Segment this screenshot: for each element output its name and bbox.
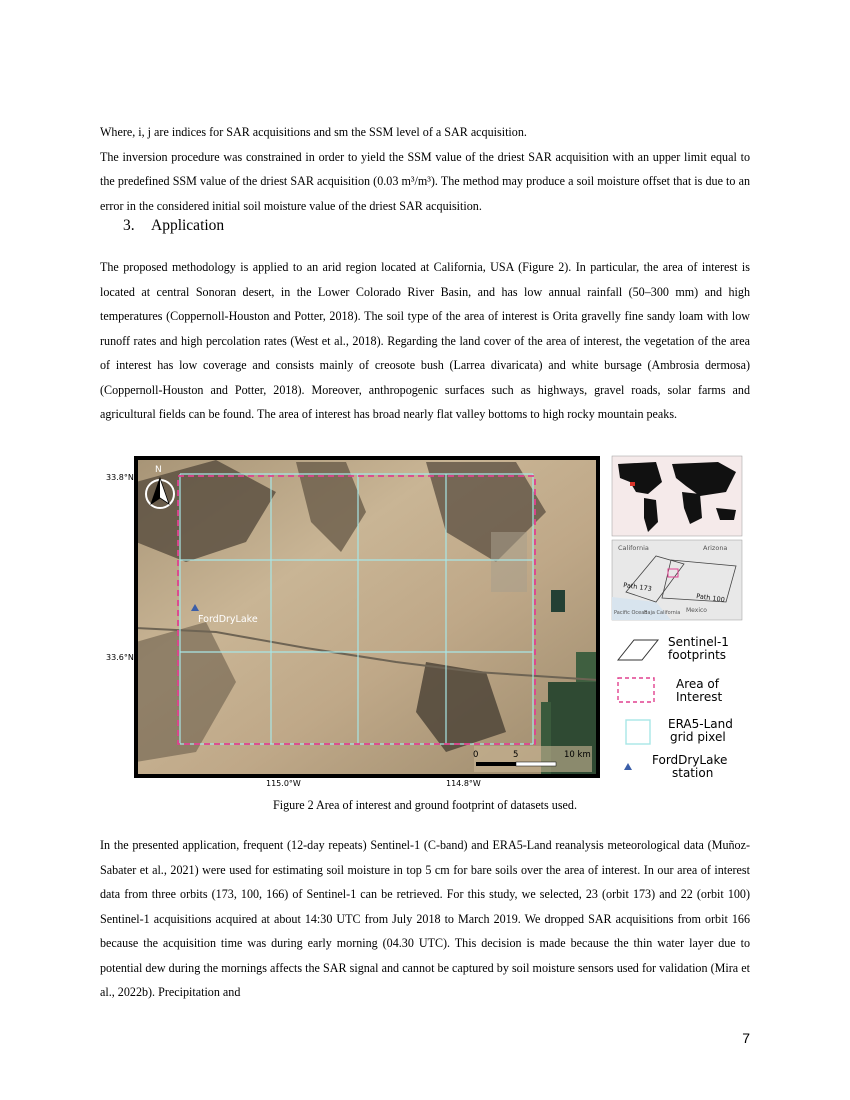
legend-symbol-aoi <box>618 678 654 702</box>
lon-label-left: 115.0°W <box>266 779 301 788</box>
scale-label-0: 0 <box>473 750 479 760</box>
legend-label-era5-1: ERA5-Land <box>668 717 733 731</box>
paragraph-data: In the presented application, frequent (12-day repeats) Sentinel-1 (C-band) and ERA5-Land reanalysis meteorological data (Muñoz-Sabater et al., 2021) were used for estimating soil moisture in top 5 cm for bare soils over the area of interest. In our area of interest data from three orbits (173, 100, 166) of Sentinel-1 can be retrieved. For this study, we selected, 23 (orbit 173) and 22 (orbit 100) Sentinel-1 acquisitions acquired at about 14:30 UTC from July 2018 to March 2019. We dropped SAR acquisitions from orbit 166 because the acquisition time was during early morning (04.30 UTC). This decision is made because the thin water layer due to potential dew during the mornings affects the SAR signal and cannot be captured by soil moisture sensors used for validation (Mira et al., 2022b). Precipitation and <box>100 838 750 999</box>
figure-2 <box>96 452 756 792</box>
world-inset-marker <box>630 482 635 486</box>
legend-symbol-era5 <box>626 720 650 744</box>
north-label: N <box>155 465 162 475</box>
inset-label-pacific: Pacific Ocean <box>614 610 648 616</box>
section-number: 3. <box>123 217 135 234</box>
legend <box>618 635 733 780</box>
scale-label-5: 5 <box>513 750 519 760</box>
page-number: 7 <box>742 1030 750 1046</box>
figure-map <box>96 452 756 792</box>
legend-label-era5-2: grid pixel <box>670 730 726 744</box>
legend-symbol-station <box>624 763 632 770</box>
scale-label-10: 10 km <box>564 750 591 760</box>
paragraph-application: The proposed methodology is applied to an arid region located at California, USA (Figure 2). In particular, the area of interest is located at central Sonoran desert, in the Lower Colorado River Basin, and has low annual rainfall (50–300 mm) and high temperatures (Coppernoll-Houston and Potter, 2018). The soil type of the area of interest is Orita gravelly fine sandy loam with low runoff rates and high percolation rates (West et al., 2018). Regarding the land cover of the area of interest, the vegetation of the area of interest has low coverage and consists mainly of creosote bush (Larrea divaricata) and white bursage (Ambrosia dermosa) (Coppernoll-Houston and Potter, 2018). Moreover, anthropogenic surfaces such as highways, gravel roads, solar farms and agricultural fields can be found. The area of interest has broad nearly flat valley bottoms to high rocky mountain peaks. <box>100 260 750 421</box>
section-heading <box>123 217 224 235</box>
regional-inset <box>612 540 742 620</box>
inset-label-path-100: Path 100 <box>695 592 726 604</box>
legend-label-aoi-2: Interest <box>676 690 723 704</box>
legend-label-aoi-1: Area of <box>676 677 719 691</box>
section-title: Application <box>151 217 225 234</box>
legend-label-station-2: station <box>672 766 714 780</box>
paragraph-where <box>100 120 750 218</box>
lon-label-right: 114.8°W <box>446 779 481 788</box>
station-label: FordDryLake <box>198 614 258 625</box>
scale-bar-white <box>516 762 556 766</box>
legend-label-sentinel-2: footprints <box>668 648 727 662</box>
legend-label-station-1: FordDryLake <box>652 753 728 767</box>
legend-label-sentinel-1: Sentinel-1 <box>668 635 729 649</box>
figure-caption: Figure 2 Area of interest and ground footprint of datasets used. <box>273 798 577 812</box>
paragraph-indices: Where, i, j are indices for SAR acquisitions and sm the SSM level of a SAR acquisition. <box>100 125 527 139</box>
inset-label-mexico: Mexico <box>686 607 707 614</box>
scale-bar-black <box>476 762 516 766</box>
lat-label-bottom: 33.6°N <box>106 653 134 662</box>
world-inset <box>612 456 742 536</box>
lat-label-top: 33.8°N <box>106 473 134 482</box>
inset-label-arizona: Arizona <box>703 544 728 552</box>
inset-label-baja: Baja California <box>644 610 681 616</box>
paragraph-inversion: The inversion procedure was constrained in order to yield the SSM value of the driest SAR acquisition with an upper limit equal to the predefined SSM value of the driest SAR acquisition (0.03 m³/m³). The method may produce a soil moisture offset that is due to an error in the considered initial soil moisture value of the driest SAR acquisition. <box>100 149 750 213</box>
inset-label-california: California <box>618 544 649 552</box>
main-map <box>136 458 598 776</box>
inset-label-path-173: Path 173 <box>622 581 653 593</box>
legend-symbol-footprint <box>618 640 658 660</box>
